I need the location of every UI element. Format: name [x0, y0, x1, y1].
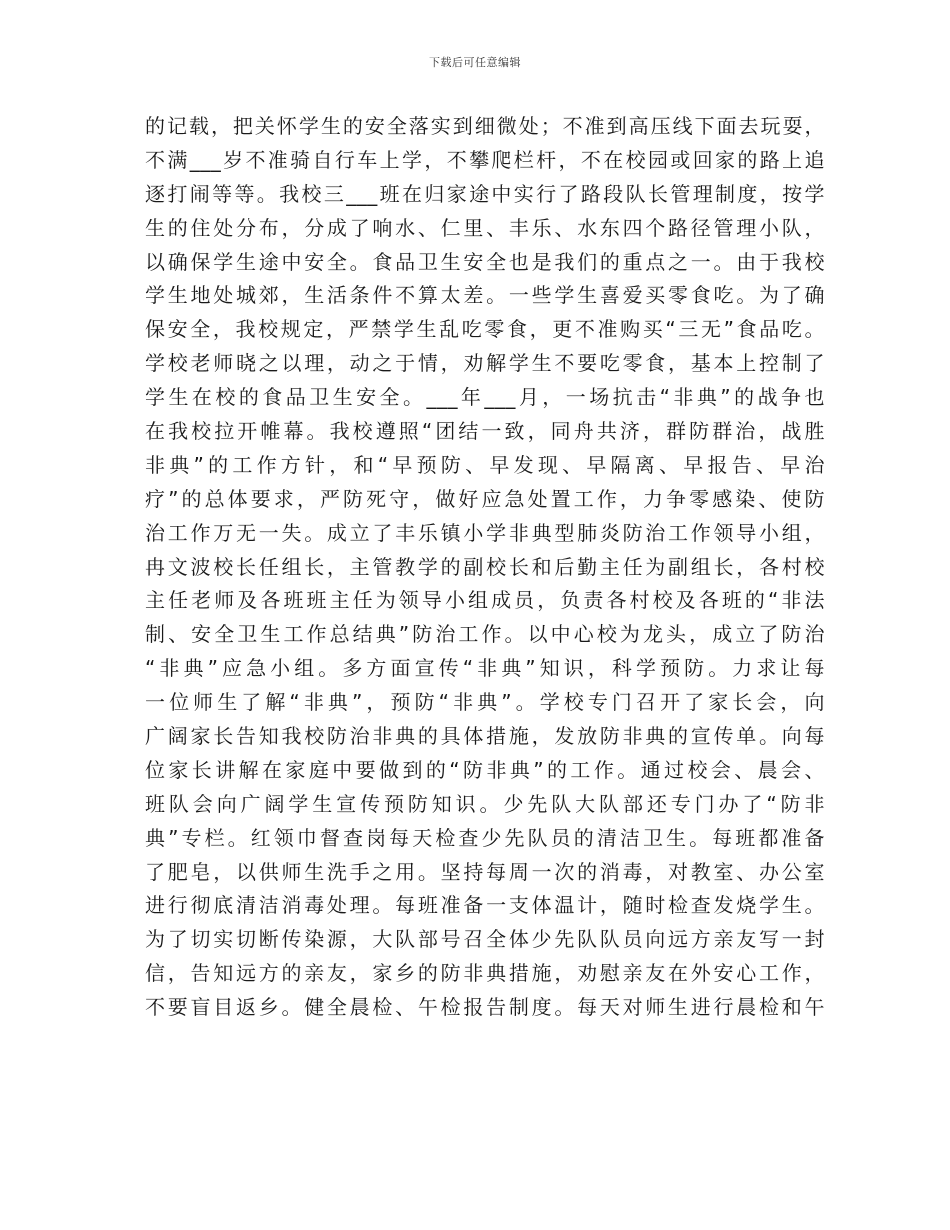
text-line: 广阔家长告知我校防治非典的具体措施，发放防非典的宣传单。向每 [145, 724, 825, 749]
text-line: 在我校拉开帷幕。我校遵照“团结一致，同舟共济，群防群治，战胜 [145, 419, 825, 444]
text-line: 学校老师晓之以理，动之于情，劝解学生不要吃零食，基本上控制了 [145, 351, 825, 376]
text-line: 班队会向广阔学生宣传预防知识。少先队大队部还专门办了“防非 [145, 791, 825, 816]
text-line: 的记载，把关怀学生的安全落实到细微处；不准到高压线下面去玩耍， [145, 114, 825, 138]
document-body [145, 110, 825, 1025]
text-line: 冉文波校长任组长，主管教学的副校长和后勤主任为副组长，各村校 [145, 554, 825, 579]
text-line: “非典”应急小组。多方面宣传“非典”知识，科学预防。力求让每 [145, 656, 825, 681]
text-line: 一位师生了解“非典”，预防“非典”。学校专门召开了家长会，向 [145, 690, 825, 715]
page-header: 下载后可任意编辑 [429, 56, 521, 69]
text-line: 进行彻底清洁消毒处理。每班准备一支体温计，随时检查发烧学生。 [145, 893, 825, 918]
text-line: 保安全，我校规定，严禁学生乱吃零食，更不准购买“三无”食品吃。 [145, 317, 825, 342]
text-line: 非典”的工作方针，和“早预防、早发现、早隔离、早报告、早治 [145, 452, 825, 477]
text-line: 典”专栏。红领巾督查岗每天检查少先队员的清洁卫生。每班都准备 [145, 825, 825, 850]
text-line: 信，告知远方的亲友，家乡的防非典措施，劝慰亲友在外安心工作， [145, 961, 825, 986]
text-line: 主任老师及各班班主任为领导小组成员，负责各村校及各班的“非法 [145, 588, 825, 613]
text-line: 学生地处城郊，生活条件不算太差。一些学生喜爱买零食吃。为了确 [145, 283, 825, 308]
text-line: 位家长讲解在家庭中要做到的“防非典”的工作。通过校会、晨会、 [145, 757, 825, 782]
text-line: 为了切实切断传染源，大队部号召全体少先队队员向远方亲友写一封 [145, 927, 825, 952]
text-line: 不要盲目返乡。健全晨检、午检报告制度。每天对师生进行晨检和午 [145, 995, 825, 1020]
text-line: 逐打闹等等。我校三___班在归家途中实行了路段队长管理制度，按学 [145, 181, 825, 206]
text-line: 生的住处分布，分成了响水、仁里、丰乐、水东四个路径管理小队， [145, 215, 825, 240]
text-line: 学生在校的食品卫生安全。___年___月，一场抗击“非典”的战争也 [145, 385, 825, 410]
text-line: 治工作万无一失。成立了丰乐镇小学非典型肺炎防治工作领导小组， [145, 520, 825, 545]
text-line: 疗”的总体要求，严防死守，做好应急处置工作，力争零感染、使防 [145, 486, 825, 511]
text-line: 不满___岁不准骑自行车上学，不攀爬栏杆，不在校园或回家的路上追 [145, 147, 825, 172]
text-line: 制、安全卫生工作总结典”防治工作。以中心校为龙头，成立了防治 [145, 622, 825, 647]
text-line: 了肥皂，以供师生洗手之用。坚持每周一次的消毒，对教室、办公室 [145, 859, 825, 884]
text-line: 以确保学生途中安全。食品卫生安全也是我们的重点之一。由于我校 [145, 249, 825, 274]
